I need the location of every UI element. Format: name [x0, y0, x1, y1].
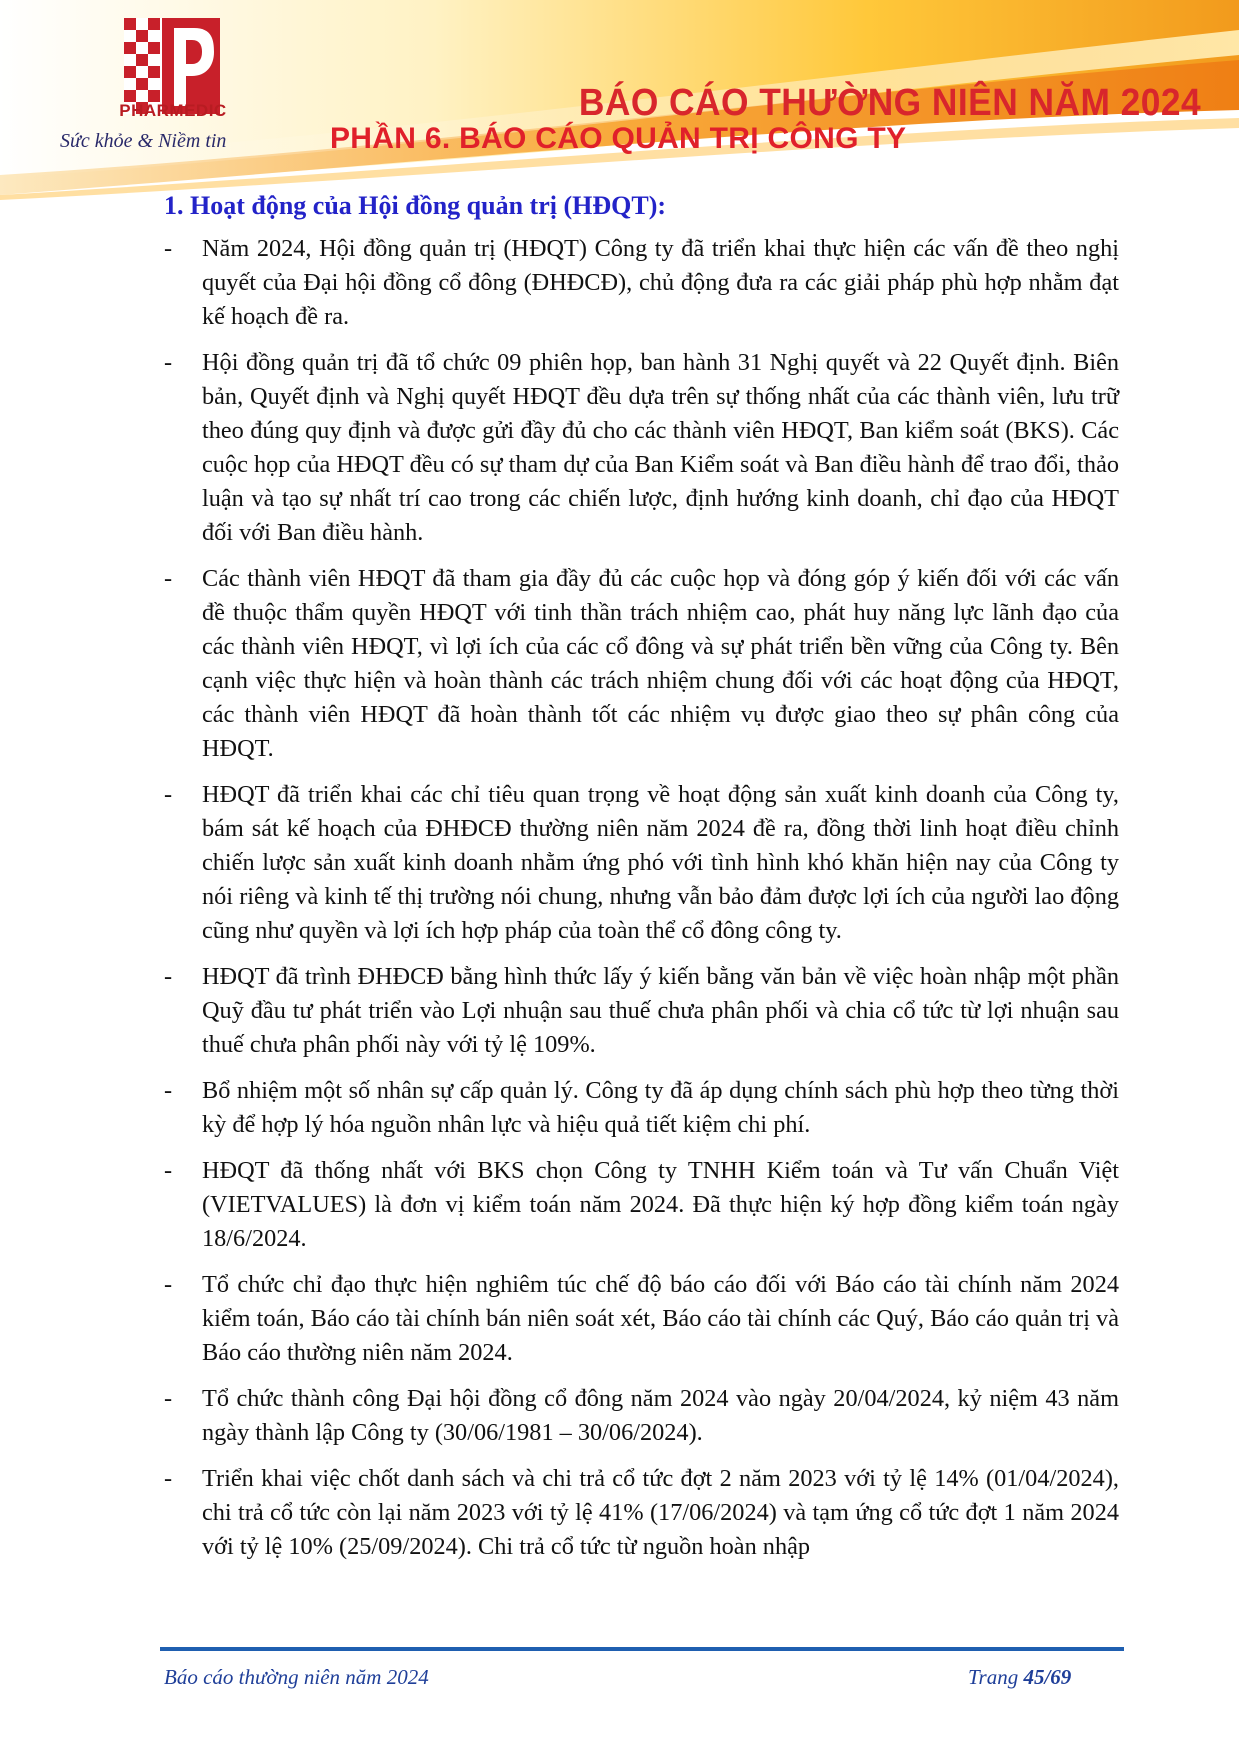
list-item-text: HĐQT đã thống nhất với BKS chọn Công ty TNHH Kiểm toán và Tư vấn Chuẩn Việt (VIETVALUES) là đơn vị kiểm toán năm 2024. Đã thực hiện ký hợp đồng kiểm toán ngày 18/6/2024. — [202, 1157, 1119, 1252]
page-label: Trang — [968, 1665, 1024, 1689]
logo-slogan: Sức khỏe & Niềm tin — [60, 130, 227, 152]
page-number-value: 45/69 — [1023, 1665, 1072, 1689]
list-item-text: Triển khai việc chốt danh sách và chi trả cổ tức đợt 2 năm 2023 với tỷ lệ 14% (01/04/2024), chi trả cổ tức còn lại năm 2023 với tỷ lệ 41% (17/06/2024) và tạm ứng cổ tức đợt 1 năm 2024 với tỷ lệ 10% (25/09/2024). Chi trả cổ tức từ nguồn hoàn nhập — [202, 1465, 1119, 1560]
pharmedic-logo — [124, 18, 220, 114]
bullet-dash: - — [164, 1077, 173, 1104]
list-item — [164, 232, 1119, 334]
report-title: BÁO CÁO THƯỜNG NIÊN NĂM 2024 — [578, 82, 1201, 124]
list-item — [164, 1462, 1119, 1564]
bullet-dash: - — [164, 565, 173, 592]
list-item — [164, 960, 1119, 1062]
bullet-dash: - — [164, 963, 173, 990]
list-item — [164, 1154, 1119, 1256]
footer-divider — [160, 1647, 1124, 1651]
list-item — [164, 778, 1119, 948]
bullet-dash: - — [164, 1385, 173, 1412]
footer-page-number — [968, 1665, 1071, 1690]
list-item — [164, 562, 1119, 766]
list-item-text: Tổ chức thành công Đại hội đồng cổ đông năm 2024 vào ngày 20/04/2024, kỷ niệm 43 năm ngày thành lập Công ty (30/06/1981 – 30/06/2024). — [202, 1385, 1119, 1446]
list-item-text: Năm 2024, Hội đồng quản trị (HĐQT) Công ty đã triển khai thực hiện các vấn đề theo nghị quyết của Đại hội đồng cổ đông (ĐHĐCĐ), chủ động đưa ra các giải pháp phù hợp nhằm đạt kế hoạch đề ra. — [202, 235, 1119, 330]
bullet-dash: - — [164, 1465, 173, 1492]
list-item — [164, 1074, 1119, 1142]
list-item-text: Các thành viên HĐQT đã tham gia đầy đủ các cuộc họp và đóng góp ý kiến đối với các vấn đề thuộc thẩm quyền HĐQT với tinh thần trách nhiệm cao, phát huy năng lực lãnh đạo của các thành viên HĐQT, vì lợi ích của các cổ đông và sự phát triển bền vững của Công ty. Bên cạnh việc thực hiện và hoàn thành các trách nhiệm chung đối với các hoạt động của HĐQT, các thành viên HĐQT đã hoàn thành tốt các nhiệm vụ được giao theo sự phân công của HĐQT. — [202, 565, 1119, 762]
bullet-list — [164, 232, 1119, 1576]
list-item-text: HĐQT đã triển khai các chỉ tiêu quan trọng về hoạt động sản xuất kinh doanh của Công ty, bám sát kế hoạch của ĐHĐCĐ thường niên năm 2024 đề ra, đồng thời linh hoạt điều chỉnh chiến lược sản xuất kinh doanh nhằm ứng phó với tình hình khó khăn hiện nay của Công ty nói riêng và kinh tế thị trường nói chung, nhưng vẫn bảo đảm được lợi ích của người lao động cũng như quyền và lợi ích hợp pháp của toàn thể cổ đông công ty. — [202, 781, 1119, 944]
list-item-text: Bổ nhiệm một số nhân sự cấp quản lý. Công ty đã áp dụng chính sách phù hợp theo từng thời kỳ để hợp lý hóa nguồn nhân lực và hiệu quả tiết kiệm chi phí. — [202, 1077, 1119, 1138]
list-item-text: Tổ chức chỉ đạo thực hiện nghiêm túc chế độ báo cáo đối với Báo cáo tài chính năm 2024 kiểm toán, Báo cáo tài chính bán niên soát xét, Báo cáo tài chính các Quý, Báo cáo quản trị và Báo cáo thường niên năm 2024. — [202, 1271, 1119, 1366]
bullet-dash: - — [164, 1157, 173, 1184]
list-item-text: Hội đồng quản trị đã tổ chức 09 phiên họp, ban hành 31 Nghị quyết và 22 Quyết định. Biên bản, Quyết định và Nghị quyết HĐQT đều dựa trên sự thống nhất của các thành viên, lưu trữ theo đúng quy định và được gửi đầy đủ cho các thành viên HĐQT, Ban kiểm soát (BKS). Các cuộc họp của HĐQT đều có sự tham dự của Ban Kiểm soát và Ban điều hành để trao đổi, thảo luận và tạo sự nhất trí cao trong các chiến lược, định hướng kinh doanh, chỉ đạo của HĐQT đối với Ban điều hành. — [202, 349, 1119, 546]
bullet-dash: - — [164, 235, 173, 262]
list-item-text: HĐQT đã trình ĐHĐCĐ bằng hình thức lấy ý kiến bằng văn bản về việc hoàn nhập một phần Quỹ đầu tư phát triển vào Lợi nhuận sau thuế chưa phân phối và chia cổ tức từ lợi nhuận sau thuế chưa phân phối này với tỷ lệ 109%. — [202, 963, 1119, 1058]
section-heading: 1. Hoạt động của Hội đồng quản trị (HĐQT): — [164, 191, 667, 220]
bullet-dash: - — [164, 349, 173, 376]
bullet-dash: - — [164, 1271, 173, 1298]
logo-wordmark: PHARMEDIC — [119, 101, 227, 120]
list-item — [164, 346, 1119, 550]
bullet-dash: - — [164, 781, 173, 808]
section-title: PHẦN 6. BÁO CÁO QUẢN TRỊ CÔNG TY — [330, 122, 907, 155]
footer-report-name: Báo cáo thường niên năm 2024 — [164, 1665, 429, 1689]
list-item — [164, 1268, 1119, 1370]
checkered-p-logo-icon — [124, 18, 220, 114]
list-item — [164, 1382, 1119, 1450]
